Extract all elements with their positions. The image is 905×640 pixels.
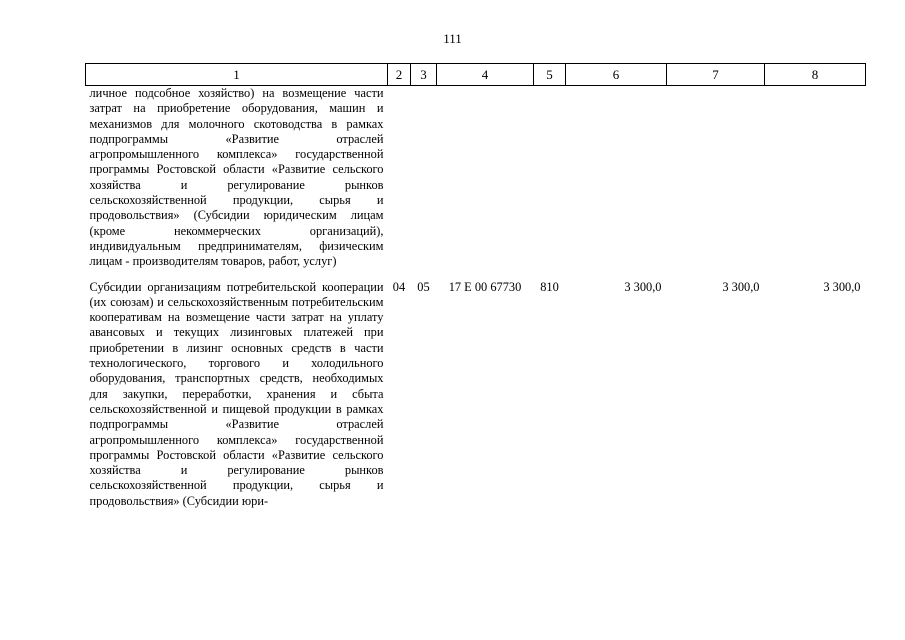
column-header-1: 1 [86,64,388,86]
row-section-code [388,86,411,270]
row-expense-type [534,86,566,270]
row-amount-2 [667,86,765,270]
column-header-6: 6 [566,64,667,86]
row-expense-type: 810 [540,279,559,294]
row-target-article: 17 Е 00 67730 [448,279,522,294]
row-target-article [437,86,534,270]
row-amount-3: 3 300,0 [823,279,861,294]
column-header-5: 5 [534,64,566,86]
table-header [86,64,866,86]
column-header-3: 3 [411,64,437,86]
column-header-2: 2 [388,64,411,86]
budget-table [85,63,866,509]
row-subsection-code: 05 [417,279,430,294]
column-header-4: 4 [437,64,534,86]
row-subsection-code [411,86,437,270]
column-header-8: 8 [765,64,866,86]
row-amount-3 [765,86,866,270]
row-description: личное подсобное хозяйство) на возмещение части затрат на приобретение оборудования, машин и механизмов для молочного скотоводства в рамках подпрограммы «Развитие отраслей агропромышленного комплекса» государственной программы Ростовской области «Развитие сельского хозяйства и регулирование рынков сельскохозяйственной продукции, сырья и продовольствия» (Субсидии юридическим лицам (кроме некоммерческих организаций), индивидуальным предпринимателям, физическим лицам - производителям товаров, работ, услуг) [89,86,384,269]
row-amount-2: 3 300,0 [722,279,760,294]
row-amount-1 [566,86,667,270]
column-header-7: 7 [667,64,765,86]
table-row [86,86,866,270]
row-section-code: 04 [392,279,406,294]
page-number: 111 [443,31,462,46]
table-row [86,270,866,509]
header-row [86,64,866,86]
table-body [86,86,866,510]
row-amount-1: 3 300,0 [624,279,662,294]
row-description: Субсидии организациям потребительской кооперации (их союзам) и сельскохозяйственным потребительским кооперативам на возмещение части затрат на уплату авансовых и текущих лизинговых платежей при приобретении в лизинг основных средств в части технологического, торгового и холодильного оборудования, транспортных средств, необходимых для закупки, переработки, хранения и сбыта сельскохозяйственной и пищевой продукции в рамках подпрограммы «Развитие отраслей агропромышленного комплекса» государственной программы Ростовской области «Развитие сельского хозяйства и регулирование рынков сельскохозяйственной продукции, сырья и продовольствия» (Субсидии юри- [89,279,384,508]
